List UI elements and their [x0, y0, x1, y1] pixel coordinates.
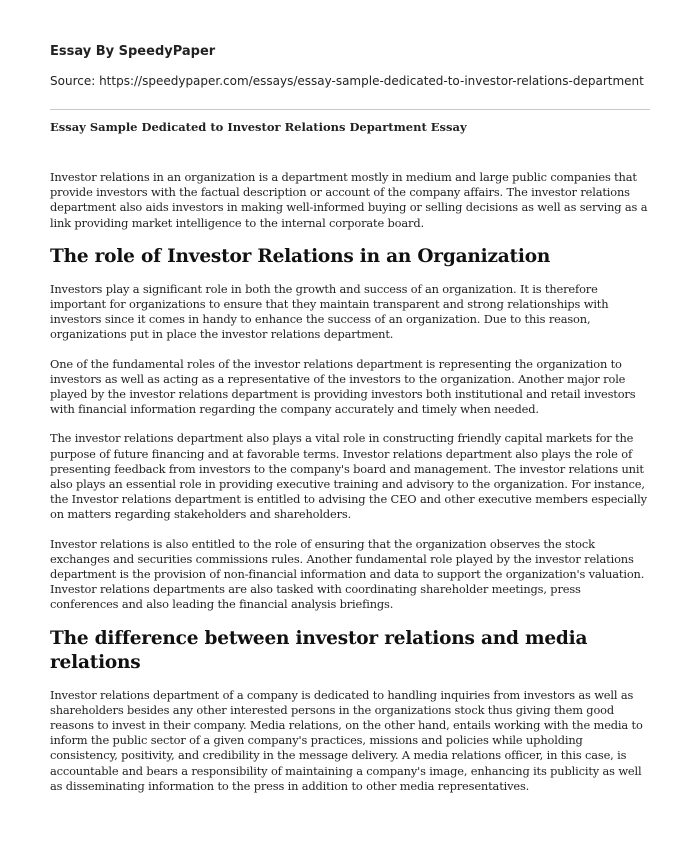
header-divider	[50, 109, 650, 110]
essay-title: Essay Sample Dedicated to Investor Relations Department Essay	[50, 120, 467, 134]
body-paragraph: Investor relations is also entitled to the role of ensuring that the organization observes the stock exchanges and securities commissions rules. Another fundamental role played by the investor relations department is the provision of non-financial information and data to support the organization's valuation. Investor relations departments are also tasked with coordinating shareholder meetings, press conferences and also leading the financial analysis briefings.	[50, 536, 645, 612]
body-paragraph: Investor relations department of a company is dedicated to handling inquiries from investors as well as shareholders besides any other interested persons in the organizations stock thus giving them good reasons to invest in their company. Media relations, on the other hand, entails working with the media to inform the public sector of a given company's practices, missions and policies while upholding consistency, positivity, and credibility in the message delivery. A media relations officer, in this case, is accountable and bears a responsibility of maintaining a company's image, enhancing its publicity as well as disseminating information to the press in addition to other media representatives.	[50, 687, 643, 793]
intro-paragraph: Investor relations in an organization is a department mostly in medium and large public companies that provide investors with the factual description or account of the company affairs. The investor relations department also aids investors in making well-informed buying or selling decisions as well as serving as a link providing market intelligence to the internal corporate board.	[50, 170, 648, 230]
section-heading-role: The role of Investor Relations in an Organization	[50, 245, 551, 267]
source-line: Source: https://speedypaper.com/essays/essay-sample-dedicated-to-investor-relations-department	[50, 74, 644, 88]
body-paragraph: One of the fundamental roles of the investor relations department is representing the organization to investors as well as acting as a representative of the investors to the organization. Another major role played by the investor relations department is providing investors both institutional and retail investors with financial information regarding the company accurately and timely when needed.	[50, 356, 636, 417]
essay-body	[50, 170, 650, 808]
body-paragraph: The investor relations department also plays a vital role in constructing friendly capital markets for the purpose of future financing and at favorable terms. Investor relations department also plays the role of presenting feedback from investors to the company's board and management. The investor relations unit also plays an essential role in providing executive training and advisory to the organization. For instance, the Investor relations department is entitled to advising the CEO and other executive members especially on matters regarding stakeholders and shareholders.	[50, 431, 647, 522]
section-heading-difference: The difference between investor relations and media relations	[50, 627, 588, 673]
body-paragraph: Investors play a significant role in both the growth and success of an organization. It is therefore important for organizations to ensure that they maintain transparent and strong relationships with investors since it comes in handy to enhance the success of an organization. Due to this reason, organizations put in place the investor relations department.	[50, 281, 609, 342]
site-title: Essay By SpeedyPaper	[50, 44, 216, 59]
